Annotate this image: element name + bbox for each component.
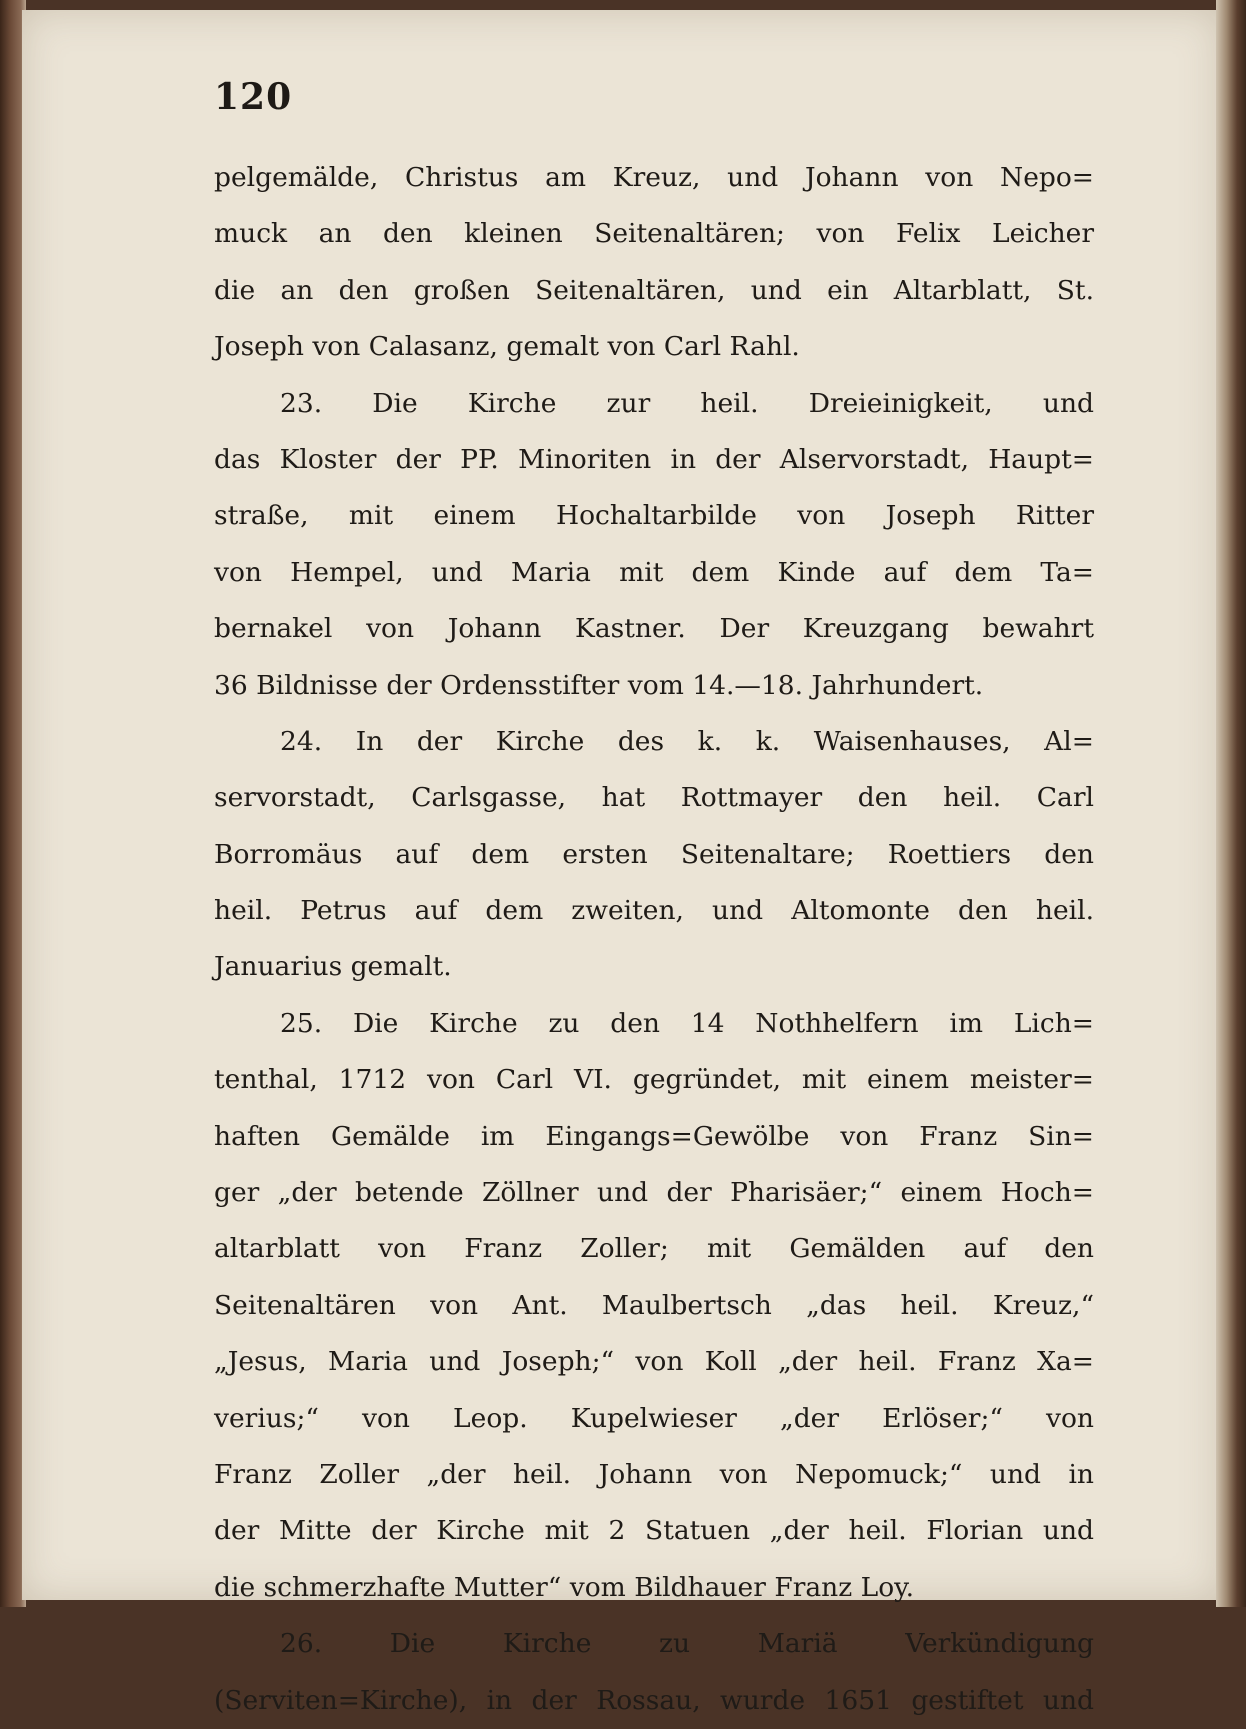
text-line: Franz Zoller „der heil. Johann von Nepomuck;“ und in bbox=[214, 1458, 1094, 1490]
text-line: muck an den kleinen Seitenaltären; von Felix Leicher bbox=[214, 218, 1094, 250]
text-line: die schmerzhafte Mutter“ vom Bildhauer Franz Loy. bbox=[214, 1571, 915, 1603]
text-line: Borromäus auf dem ersten Seitenaltare; Roettiers den bbox=[214, 838, 1094, 870]
text-line: der Mitte der Kirche mit 2 Statuen „der heil. Florian und bbox=[214, 1515, 1094, 1547]
page-edges bbox=[1216, 0, 1246, 1607]
page-number: 120 bbox=[214, 76, 293, 118]
text-line: ger „der betende Zöllner und der Pharisäer;“ einem Hoch= bbox=[214, 1177, 1094, 1209]
text-line: haften Gemälde im Eingangs=Gewölbe von Franz Sin= bbox=[214, 1120, 1094, 1152]
text-line: servorstadt, Carlsgasse, hat Rottmayer den heil. Carl bbox=[214, 782, 1094, 814]
text-line: 25. Die Kirche zu den 14 Nothhelfern im Lich= bbox=[280, 1007, 1094, 1039]
text-line: bernakel von Johann Kastner. Der Kreuzgang bewahrt bbox=[214, 613, 1094, 645]
text-line: tenthal, 1712 von Carl VI. gegründet, mit einem meister= bbox=[214, 1064, 1094, 1096]
text-line: Joseph von Calasanz, gemalt von Carl Rahl. bbox=[214, 331, 800, 363]
body-text bbox=[214, 150, 1094, 1729]
text-line: „Jesus, Maria und Joseph;“ von Koll „der heil. Franz Xa= bbox=[214, 1346, 1094, 1378]
book-page bbox=[22, 10, 1220, 1716]
text-line: 36 Bildnisse der Ordensstifter vom 14.—18. Jahrhundert. bbox=[214, 669, 984, 701]
text-line: verius;“ von Leop. Kupelwieser „der Erlöser;“ von bbox=[214, 1402, 1094, 1434]
text-line: 24. In der Kirche des k. k. Waisenhauses, Al= bbox=[280, 725, 1094, 757]
text-line: heil. Petrus auf dem zweiten, und Altomonte den heil. bbox=[214, 895, 1094, 927]
text-line: altarblatt von Franz Zoller; mit Gemälden auf den bbox=[214, 1233, 1094, 1265]
text-line: Seitenaltären von Ant. Maulbertsch „das heil. Kreuz,“ bbox=[214, 1289, 1094, 1321]
text-line: straße, mit einem Hochaltarbilde von Joseph Ritter bbox=[214, 500, 1094, 532]
text-line: pelgemälde, Christus am Kreuz, und Johann von Nepo= bbox=[214, 162, 1094, 193]
text-line: (Serviten=Kirche), in der Rossau, wurde 1651 gestiftet und bbox=[214, 1684, 1094, 1716]
text-line: 23. Die Kirche zur heil. Dreieinigkeit, und bbox=[280, 387, 1094, 419]
text-line: die an den großen Seitenaltären, und ein Altarblatt, St. bbox=[214, 274, 1094, 306]
text-line: 26. Die Kirche zu Mariä Verkündigung bbox=[280, 1628, 1094, 1660]
text-line: das Kloster der PP. Minoriten in der Alservorstadt, Haupt= bbox=[214, 443, 1094, 475]
text-line: Januarius gemalt. bbox=[214, 951, 452, 983]
text-line: von Hempel, und Maria mit dem Kinde auf dem Ta= bbox=[214, 556, 1094, 588]
